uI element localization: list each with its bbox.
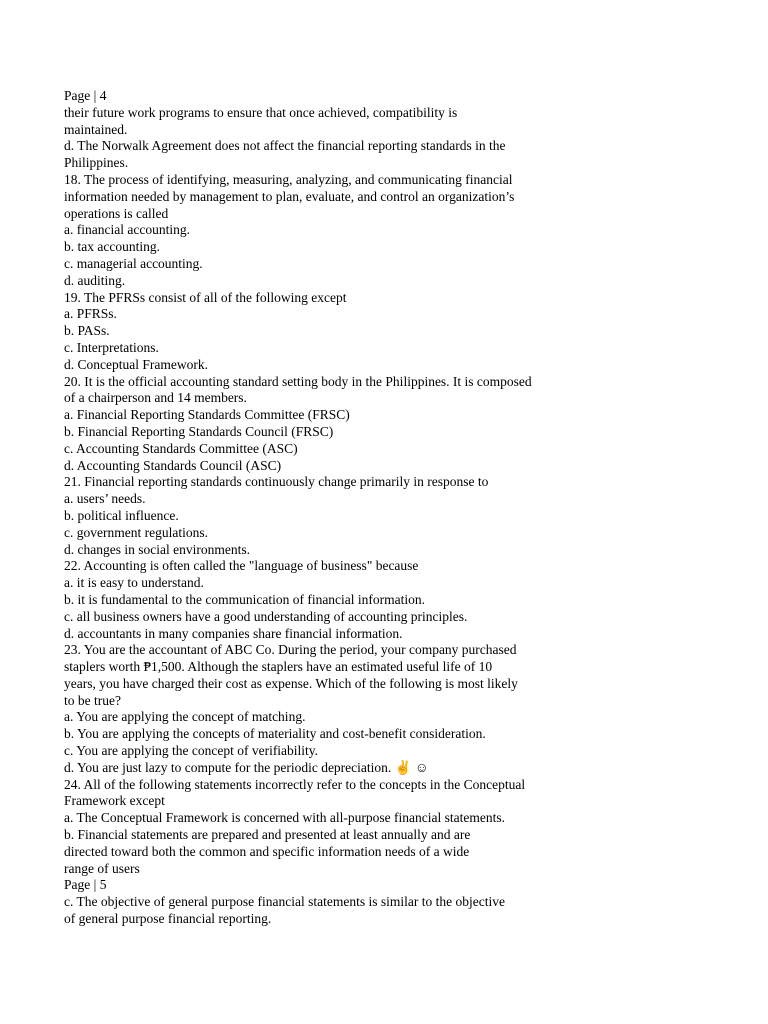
text-line: maintained. (64, 121, 128, 137)
answer-option: c. Accounting Standards Committee (ASC) (64, 440, 298, 456)
answer-option: d. accountants in many companies share financial information. (64, 625, 403, 641)
answer-option: a. financial accounting. (64, 222, 190, 238)
question-18: 18. The process of identifying, measuring, analyzing, and communicating financial (64, 171, 513, 187)
page-header-4: Page | 4 (64, 88, 107, 103)
answer-option: c. government regulations. (64, 524, 208, 540)
text-line: operations is called (64, 205, 169, 221)
answer-option: b. it is fundamental to the communication of financial information. (64, 591, 426, 607)
answer-option: c. The objective of general purpose financial statements is similar to the objective (64, 894, 505, 910)
text-line: of a chairperson and 14 members. (64, 390, 247, 406)
answer-option: d. You are just lazy to compute for the periodic depreciation. ✌ ☺ (64, 759, 429, 775)
answer-option: d. Conceptual Framework. (64, 356, 208, 372)
question-19: 19. The PFRSs consist of all of the following except (64, 289, 347, 305)
answer-option: d. auditing. (64, 272, 126, 288)
text-line: of general purpose financial reporting. (64, 911, 272, 927)
answer-option: b. tax accounting. (64, 239, 160, 255)
question-23: 23. You are the accountant of ABC Co. During the period, your company purchased (64, 642, 517, 658)
answer-option: c. all business owners have a good understanding of accounting principles. (64, 608, 468, 624)
text-line: years, you have charged their cost as expense. Which of the following is most likely (64, 675, 518, 691)
text-line: their future work programs to ensure that once achieved, compatibility is (64, 104, 458, 120)
answer-option: a. The Conceptual Framework is concerned with all-purpose financial statements. (64, 810, 505, 826)
answer-option: a. Financial Reporting Standards Committee (FRSC) (64, 407, 350, 423)
text-line: staplers worth ₱1,500. Although the staplers have an estimated useful life of 10 (64, 659, 493, 675)
text-line: directed toward both the common and specific information needs of a wide (64, 843, 470, 859)
text-line: to be true? (64, 692, 121, 708)
answer-option: c. managerial accounting. (64, 255, 203, 271)
answer-option: b. PASs. (64, 323, 110, 339)
text-line: information needed by management to plan, evaluate, and control an organization’s (64, 188, 515, 204)
answer-option: a. PFRSs. (64, 306, 117, 322)
answer-option: d. changes in social environments. (64, 541, 250, 557)
question-22: 22. Accounting is often called the "language of business" because (64, 558, 419, 574)
answer-option: a. You are applying the concept of matching. (64, 709, 306, 725)
answer-option: c. You are applying the concept of verifiability. (64, 743, 319, 759)
text-line: range of users (64, 860, 140, 876)
question-20: 20. It is the official accounting standard setting body in the Philippines. It is composed (64, 373, 532, 389)
answer-option: b. You are applying the concepts of materiality and cost-benefit consideration. (64, 726, 486, 742)
question-21: 21. Financial reporting standards continuously change primarily in response to (64, 474, 489, 490)
answer-option: d. Accounting Standards Council (ASC) (64, 457, 282, 473)
answer-option: a. it is easy to understand. (64, 575, 204, 591)
text-line: Framework except (64, 793, 165, 809)
document-page (64, 88, 704, 928)
answer-option: b. Financial statements are prepared and presented at least annually and are (64, 827, 471, 843)
answer-option: b. Financial Reporting Standards Council (FRSC) (64, 423, 334, 439)
answer-option: b. political influence. (64, 507, 179, 523)
text-line: Philippines. (64, 155, 129, 171)
answer-option: d. The Norwalk Agreement does not affect the financial reporting standards in the (64, 138, 506, 154)
answer-option: c. Interpretations. (64, 339, 159, 355)
question-24: 24. All of the following statements incorrectly refer to the concepts in the Conceptual (64, 776, 526, 792)
page-header-5: Page | 5 (64, 877, 107, 893)
answer-option: a. users’ needs. (64, 491, 146, 507)
